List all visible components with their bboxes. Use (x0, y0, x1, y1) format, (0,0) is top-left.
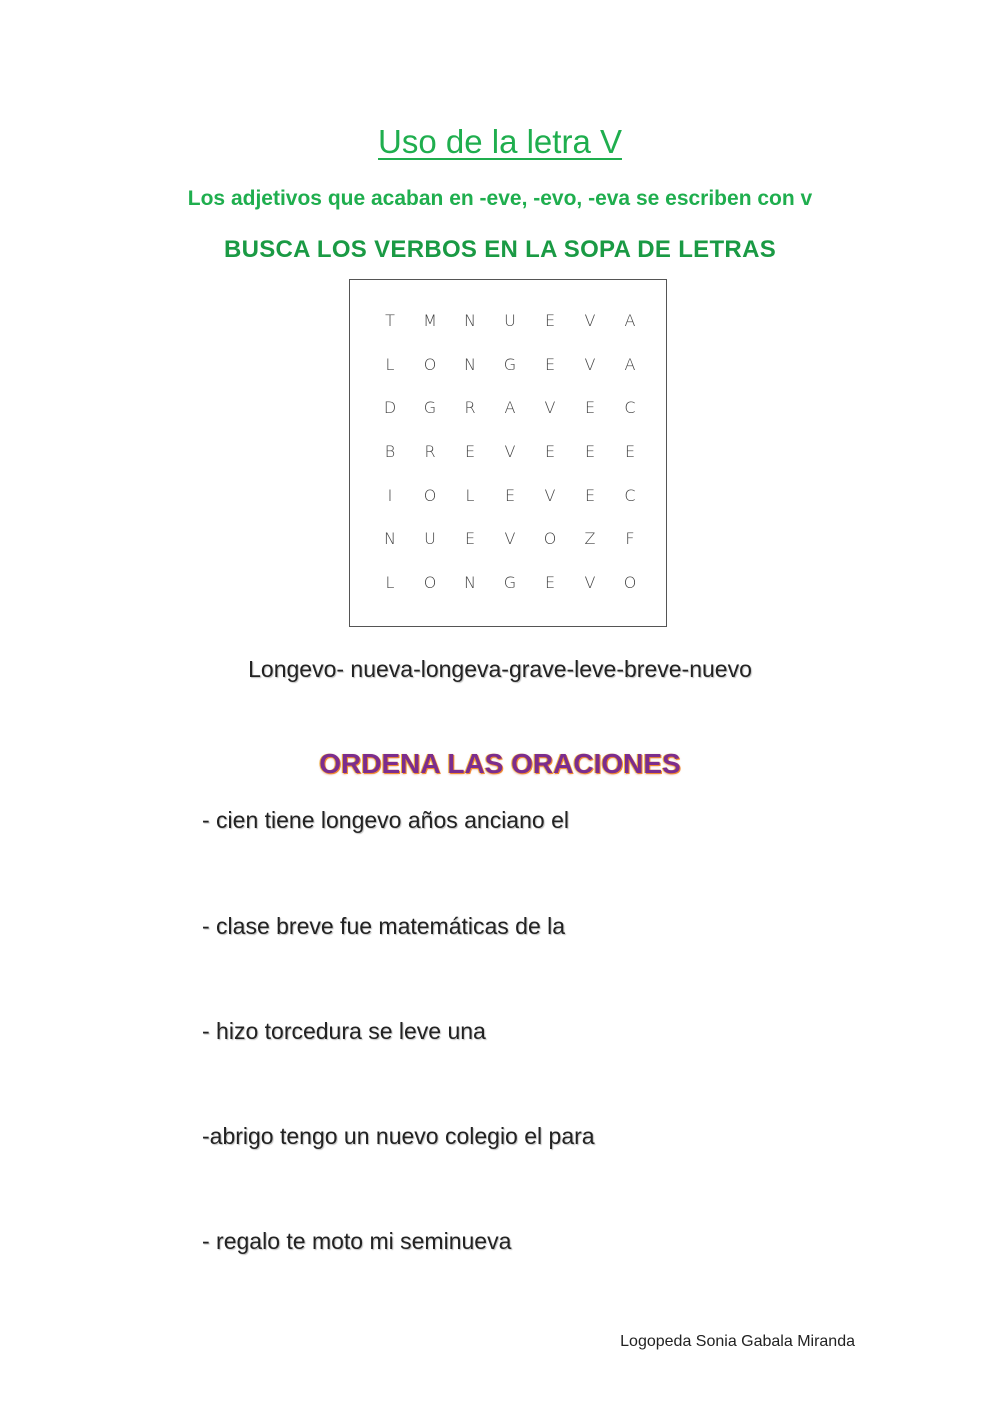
grid-cell[interactable]: E (584, 398, 596, 418)
page-title: Uso de la letra V (378, 123, 622, 160)
grid-cell[interactable]: E (544, 354, 556, 374)
sentence-item: -abrigo tengo un nuevo colegio el para (202, 1123, 595, 1149)
grid-cell[interactable]: G (423, 398, 437, 418)
grid-cell[interactable]: N (464, 311, 476, 330)
grid-cell[interactable]: G (503, 573, 517, 593)
grid-cell[interactable]: L (385, 573, 395, 593)
word-list: Longevo- nueva-longeva-grave-leve-breve-nuevo (248, 656, 752, 682)
grid-cell[interactable]: N (384, 529, 396, 549)
grid-cell[interactable]: V (504, 529, 516, 549)
grid-cell[interactable]: O (623, 573, 637, 593)
grid-cell[interactable]: E (584, 485, 596, 505)
grid-cell[interactable]: L (465, 485, 475, 505)
grid-cell[interactable]: V (584, 573, 596, 593)
grid-cell[interactable]: E (544, 573, 556, 593)
grid-cell[interactable]: C (624, 398, 636, 418)
grid-cell[interactable]: E (544, 311, 556, 330)
grid-cell[interactable]: Z (584, 529, 596, 549)
grid-cell[interactable]: R (464, 398, 476, 418)
order-sentences-heading: ORDENA LAS ORACIONES (319, 748, 681, 779)
sentence-item: - clase breve fue matemáticas de la (202, 913, 566, 939)
grid-cell[interactable]: N (464, 573, 476, 593)
rule-subtitle: Los adjetivos que acaban en -eve, -evo, -eva se escriben con v (187, 187, 813, 210)
grid-cell[interactable]: U (504, 311, 516, 330)
grid-cell[interactable]: C (624, 485, 636, 505)
grid-cell[interactable]: F (625, 529, 635, 549)
grid-cell[interactable]: V (504, 442, 516, 462)
grid-cell[interactable]: E (584, 442, 596, 462)
grid-cell[interactable]: O (423, 573, 437, 593)
grid-cell[interactable]: O (543, 529, 557, 549)
grid-cell[interactable]: V (544, 485, 556, 505)
grid-cell[interactable]: I (387, 485, 393, 505)
word-search-heading: BUSCA LOS VERBOS EN LA SOPA DE LETRAS (223, 236, 777, 263)
grid-cell[interactable]: O (423, 354, 437, 374)
grid-cell[interactable]: E (504, 485, 516, 505)
sentence-item: - cien tiene longevo años anciano el (202, 807, 569, 833)
grid-cell[interactable]: B (384, 442, 396, 462)
grid-cell[interactable]: R (424, 442, 436, 462)
grid-cell[interactable]: O (423, 485, 437, 505)
author-footer: Logopeda Sonia Gabala Miranda (620, 1333, 855, 1350)
grid-cell[interactable]: E (544, 442, 556, 462)
grid-cell[interactable]: V (544, 398, 556, 418)
grid-cell[interactable]: V (584, 354, 596, 374)
grid-cell[interactable]: A (504, 398, 516, 418)
word-search-grid (370, 299, 650, 605)
grid-cell[interactable]: D (383, 398, 397, 418)
grid-cell[interactable]: E (464, 529, 476, 549)
grid-cell[interactable]: U (424, 529, 436, 549)
grid-cell[interactable]: E (624, 442, 636, 462)
grid-cell[interactable]: V (584, 311, 596, 330)
sentence-item: - hizo torcedura se leve una (202, 1018, 486, 1044)
grid-cell[interactable]: N (464, 354, 476, 374)
grid-cell[interactable]: G (503, 354, 517, 374)
grid-cell[interactable]: A (624, 311, 636, 330)
grid-cell[interactable]: M (423, 311, 437, 330)
grid-cell[interactable]: T (385, 311, 395, 330)
sentence-item: - regalo te moto mi seminueva (202, 1228, 512, 1254)
grid-cell[interactable]: E (464, 442, 476, 462)
grid-cell[interactable]: L (385, 354, 395, 374)
grid-cell[interactable]: A (624, 354, 636, 374)
